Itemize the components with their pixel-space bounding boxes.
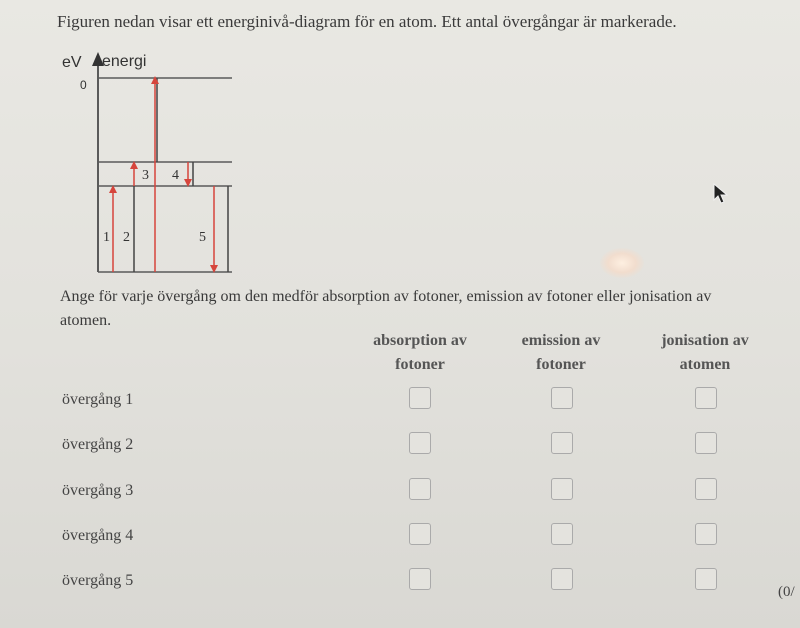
row-label-5: övergång 5 xyxy=(62,572,134,589)
checkbox-row5-absorption[interactable] xyxy=(409,568,431,590)
transition-4-label: 4 xyxy=(172,168,179,183)
column-header-line1: emission av xyxy=(521,332,601,349)
column-header-absorption xyxy=(350,329,490,377)
checkbox-row1-emission[interactable] xyxy=(551,387,573,409)
row-label-1: övergång 1 xyxy=(62,391,134,408)
transition-1-label: 1 xyxy=(103,230,110,245)
checkbox-row2-ionisation[interactable] xyxy=(695,432,717,454)
checkbox-row2-absorption[interactable] xyxy=(409,432,431,454)
checkbox-row4-absorption[interactable] xyxy=(409,523,431,545)
zero-label: 0 xyxy=(80,78,87,92)
column-header-ionisation xyxy=(635,329,775,377)
row-label-4: övergång 4 xyxy=(62,527,134,544)
energy-level-diagram xyxy=(58,46,248,281)
transition-5-label: 5 xyxy=(199,230,206,245)
checkbox-row3-emission[interactable] xyxy=(551,478,573,500)
checkbox-row5-ionisation[interactable] xyxy=(695,568,717,590)
column-header-line2: fotoner xyxy=(536,356,586,373)
column-header-line2: atomen xyxy=(679,356,731,373)
checkbox-row4-emission[interactable] xyxy=(551,523,573,545)
checkbox-row5-emission[interactable] xyxy=(551,568,573,590)
checkbox-row2-emission[interactable] xyxy=(551,432,573,454)
axis-label: energi xyxy=(102,53,147,70)
intro-text: Figuren nedan visar ett energinivå-diagram för en atom. Ett antal övergångar är markerade. xyxy=(57,12,677,31)
mouse-pointer-icon xyxy=(712,182,730,206)
checkbox-row3-ionisation[interactable] xyxy=(695,478,717,500)
column-header-emission xyxy=(491,329,631,377)
transition-3-label: 3 xyxy=(142,168,149,183)
checkbox-row1-absorption[interactable] xyxy=(409,387,431,409)
score-indicator: (0/ xyxy=(778,584,795,600)
checkbox-row4-ionisation[interactable] xyxy=(695,523,717,545)
unit-label: eV xyxy=(62,54,82,71)
question-text: Ange för varje övergång om den medför absorption av fotoner, emission av fotoner eller jonisation av atomen. xyxy=(60,288,712,329)
transition-2-label: 2 xyxy=(123,230,130,245)
column-header-line1: absorption av xyxy=(373,332,467,349)
screen-glare xyxy=(600,248,644,278)
row-label-2: övergång 2 xyxy=(62,436,134,453)
checkbox-row3-absorption[interactable] xyxy=(409,478,431,500)
column-header-line1: jonisation av xyxy=(661,332,749,349)
column-header-line2: fotoner xyxy=(395,356,445,373)
row-label-3: övergång 3 xyxy=(62,482,134,499)
checkbox-row1-ionisation[interactable] xyxy=(695,387,717,409)
